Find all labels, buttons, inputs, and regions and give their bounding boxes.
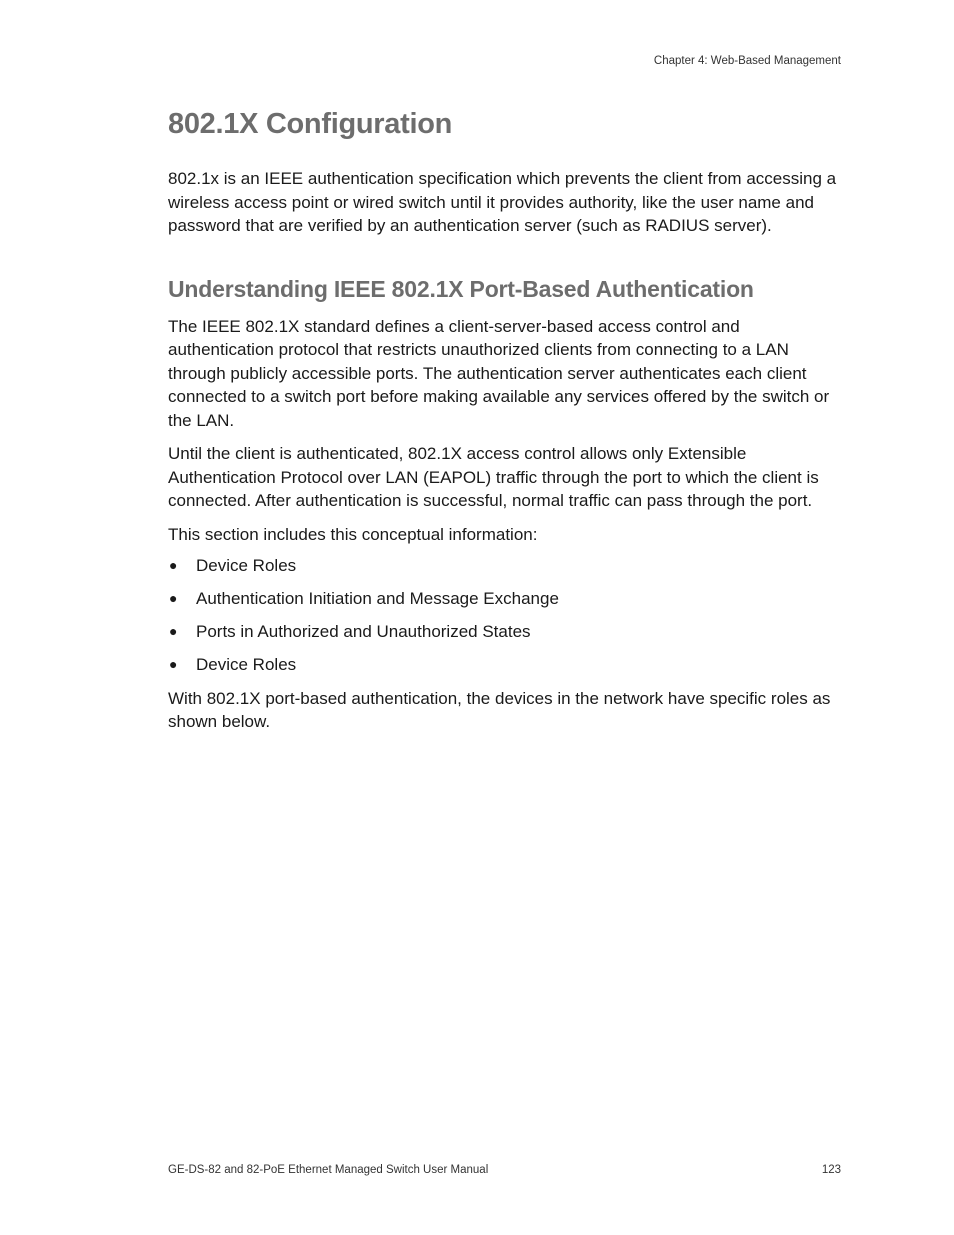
section-heading: Understanding IEEE 802.1X Port-Based Authentication: [168, 275, 754, 302]
page-content: [168, 108, 842, 734]
bullet-icon: ●: [169, 557, 178, 573]
section-paragraph-3: This section includes this conceptual information:: [168, 524, 538, 544]
page-title: 802.1X Configuration: [168, 108, 453, 140]
bullet-list: [168, 554, 842, 677]
bullet-icon: ●: [169, 623, 178, 639]
list-item-text: Device Roles: [196, 655, 297, 674]
running-header: Chapter 4: Web-Based Management: [653, 55, 841, 67]
list-item: [168, 620, 842, 644]
section-paragraph-2: Until the client is authenticated, 802.1X access control allows only Extensible Authentication Protocol over LAN (EAPOL) traffic through the port to which the client is connected. After authentication is successful, normal traffic can pass through the port.: [168, 444, 819, 510]
list-item: [168, 653, 842, 677]
list-item-text: Device Roles: [196, 556, 297, 575]
footer-manual-title: GE-DS-82 and 82-PoE Ethernet Managed Switch User Manual: [168, 1164, 489, 1176]
list-item: [168, 587, 842, 611]
list-item: [168, 554, 842, 578]
list-item-text: Authentication Initiation and Message Exchange: [196, 589, 559, 608]
intro-paragraph: 802.1x is an IEEE authentication specification which prevents the client from accessing a wireless access point or wired switch until it provides authority, like the user name and password that are verified by an authentication server (such as RADIUS server).: [168, 169, 837, 235]
section-paragraph-1: The IEEE 802.1X standard defines a client-server-based access control and authentication protocol that restricts unauthorized clients from connecting to a LAN through publicly accessible ports. The authentication server authenticates each client connected to a switch port before making available any services offered by the switch or the LAN.: [168, 316, 830, 430]
list-item-text: Ports in Authorized and Unauthorized States: [196, 622, 531, 641]
bullet-icon: ●: [169, 590, 178, 606]
page-number: 123: [821, 1164, 841, 1176]
closing-paragraph: With 802.1X port-based authentication, the devices in the network have specific roles as shown below.: [168, 688, 831, 731]
bullet-icon: ●: [169, 656, 178, 672]
